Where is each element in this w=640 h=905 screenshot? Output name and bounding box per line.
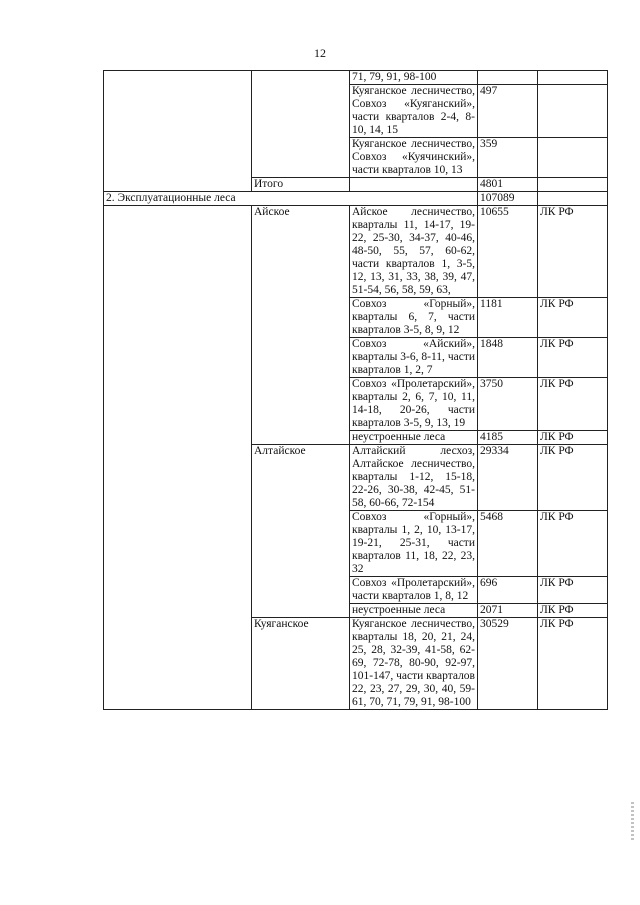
- location-cell: Айское лесничество, кварталы 11, 14-17, 19-22, 25-30, 34-37, 40-46, 48-50, 55, 57, 60-62, части кварталов 1, 3-5, 12, 13, 31, 33, 38, 39, 47, 51-54, 56, 58, 59, 63,: [350, 206, 478, 298]
- table-row: [104, 206, 608, 298]
- area-cell: 1848: [478, 338, 538, 378]
- location-cell: Совхоз «Пролетарский», части кварталов 1, 8, 12: [350, 577, 478, 604]
- basis-cell: ЛК РФ: [538, 604, 608, 618]
- area-cell: 29334: [478, 445, 538, 511]
- category-label: 2. Эксплуатационные леса: [104, 192, 478, 206]
- basis-cell: ЛК РФ: [538, 511, 608, 577]
- table-cell: [252, 71, 350, 178]
- location-cell: Совхоз «Горный», кварталы 1, 2, 10, 13-17, 19-21, 25-31, части кварталов 11, 18, 22, 23, 32: [350, 511, 478, 577]
- basis-cell: [538, 85, 608, 138]
- subtotal-label: Итого: [252, 178, 350, 192]
- basis-cell: ЛК РФ: [538, 431, 608, 445]
- location-cell: Совхоз «Айский», кварталы 3-6, 8-11, части кварталов 1, 2, 7: [350, 338, 478, 378]
- basis-cell: ЛК РФ: [538, 298, 608, 338]
- table-row: [104, 71, 608, 85]
- location-cell: Куяганское лесничество, Совхоз «Куячинский», части кварталов 10, 13: [350, 138, 478, 178]
- scan-artifact: [631, 802, 634, 840]
- location-cell: Куяганское лесничество, кварталы 18, 20, 21, 24, 25, 28, 32-39, 41-58, 62-69, 72-78, 80-90, 92-97, 101-147, части кварталов 22, 23, 27, 29, 30, 40, 59-61, 70, 71, 79, 91, 98-100: [350, 618, 478, 710]
- area-cell: 696: [478, 577, 538, 604]
- location-cell: неустроенные леса: [350, 431, 478, 445]
- area-cell: 10655: [478, 206, 538, 298]
- location-cell: Совхоз «Горный», кварталы 6, 7, части кварталов 3-5, 8, 9, 12: [350, 298, 478, 338]
- area-cell: 2071: [478, 604, 538, 618]
- table-cell: [104, 206, 252, 710]
- location-cell: Куяганское лесничество, Совхоз «Куяганский», части кварталов 2-4, 8-10, 14, 15: [350, 85, 478, 138]
- area-cell: 30529: [478, 618, 538, 710]
- basis-cell: ЛК РФ: [538, 618, 608, 710]
- area-cell: 4801: [478, 178, 538, 192]
- location-cell: неустроенные леса: [350, 604, 478, 618]
- area-cell: 5468: [478, 511, 538, 577]
- page-number: 12: [314, 46, 326, 60]
- basis-cell: [538, 192, 608, 206]
- area-cell: 4185: [478, 431, 538, 445]
- forestry-name: Куяганское: [252, 618, 350, 710]
- forestry-name: Айское: [252, 206, 350, 445]
- location-cell: Алтайский лесхоз, Алтайское лесничество, кварталы 1-12, 15-18, 22-26, 30-38, 42-45, 51-58, 60-66, 72-154: [350, 445, 478, 511]
- location-cell: Совхоз «Пролетарский», кварталы 2, 6, 7, 10, 11, 14-18, 20-26, части кварталов 3-5, 9, 13, 19: [350, 378, 478, 431]
- area-cell: 359: [478, 138, 538, 178]
- location-cell: 71, 79, 91, 98-100: [350, 71, 478, 85]
- area-cell: 107089: [478, 192, 538, 206]
- area-cell: 497: [478, 85, 538, 138]
- basis-cell: [538, 71, 608, 85]
- basis-cell: ЛК РФ: [538, 206, 608, 298]
- table-cell: [104, 71, 252, 192]
- forestry-name: Алтайское: [252, 445, 350, 618]
- area-cell: 3750: [478, 378, 538, 431]
- basis-cell: [538, 178, 608, 192]
- area-cell: 1181: [478, 298, 538, 338]
- basis-cell: ЛК РФ: [538, 338, 608, 378]
- basis-cell: ЛК РФ: [538, 577, 608, 604]
- table-row: [104, 192, 608, 206]
- basis-cell: ЛК РФ: [538, 378, 608, 431]
- basis-cell: ЛК РФ: [538, 445, 608, 511]
- location-cell: [350, 178, 478, 192]
- basis-cell: [538, 138, 608, 178]
- forest-table: [103, 70, 608, 710]
- area-cell: [478, 71, 538, 85]
